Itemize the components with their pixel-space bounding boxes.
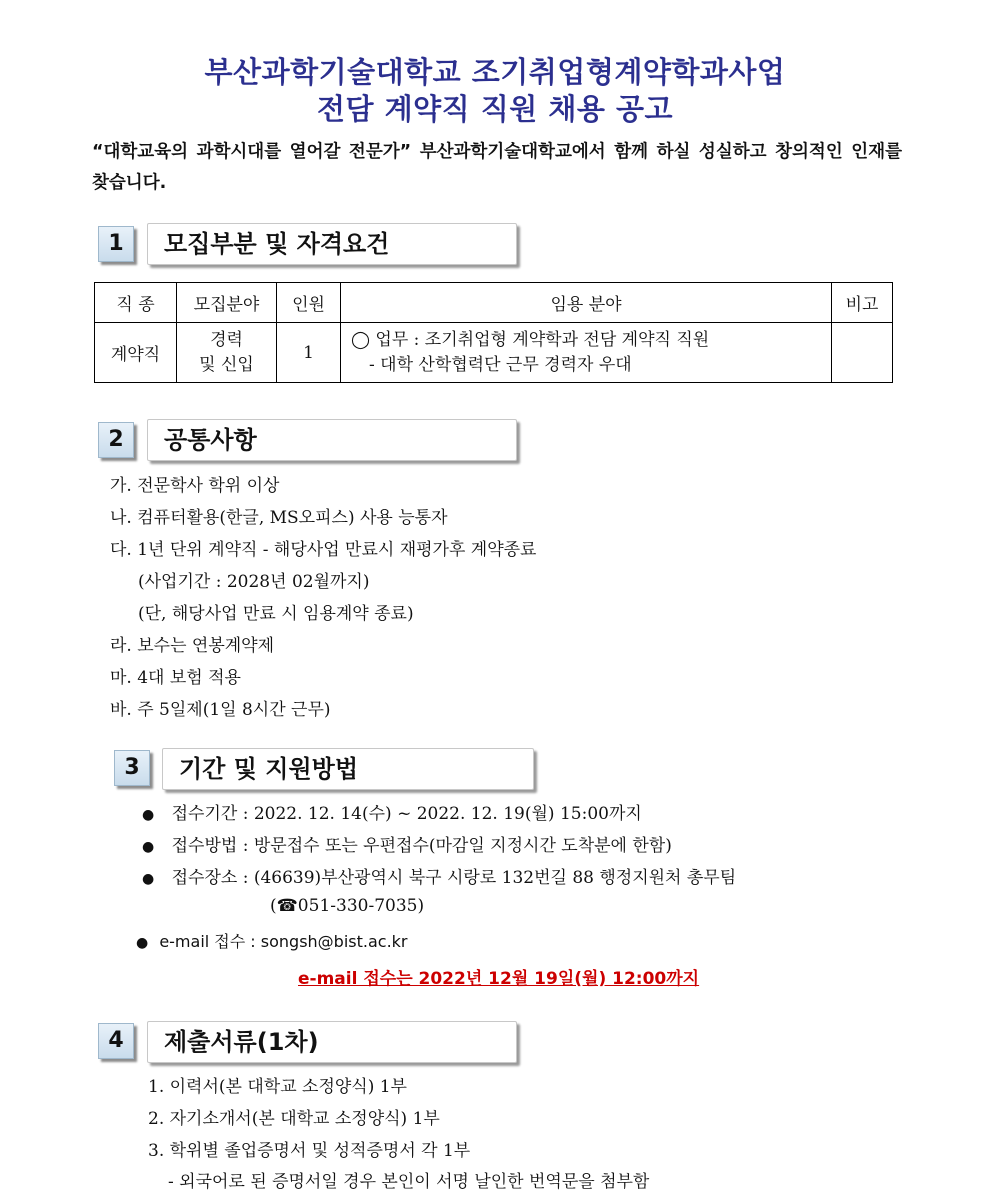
apply-place: 접수장소 : (46639)부산광역시 북구 시랑로 132번길 88 행정지원처 총무팀 <box>171 868 737 888</box>
page-title-line1: 부산과학기술대학교 조기취업형계약학과사업 <box>204 55 786 89</box>
cell-note <box>832 323 893 383</box>
common-item-5: 마. 4대 보험 적용 <box>110 668 241 688</box>
apply-period-row <box>142 799 642 824</box>
bullet-icon: ● <box>142 839 155 855</box>
bullet-icon: ● <box>136 935 149 951</box>
section-3-title: 기간 및 지원방법 <box>179 755 358 783</box>
email-deadline-notice: e-mail 접수는 2022년 12월 19일(월) 12:00까지 <box>298 969 700 989</box>
cell-duty-line2: - 대학 산학협력단 근무 경력자 우대 <box>369 354 632 375</box>
header-job-type: 직 종 <box>95 283 177 323</box>
common-item-4: 라. 보수는 연봉계약제 <box>110 636 275 656</box>
common-item-3-note-2: (단, 해당사업 만료 시 임용계약 종료) <box>138 604 414 624</box>
document-item-1: 1. 이력서(본 대학교 소정양식) 1부 <box>148 1077 407 1097</box>
section-4-number: 4 <box>98 1023 134 1059</box>
header-field: 모집분야 <box>177 283 277 323</box>
section-3-header <box>162 748 534 790</box>
apply-method: 접수방법 : 방문접수 또는 우편접수(마감일 지정시간 도착분에 한함) <box>171 836 672 856</box>
document-item-2: 2. 자기소개서(본 대학교 소정양식) 1부 <box>148 1109 440 1129</box>
apply-period: 접수기간 : 2022. 12. 14(수) ~ 2022. 12. 19(월) 15:00까지 <box>171 804 642 824</box>
cell-field-line2: 및 신입 <box>199 354 254 375</box>
header-count: 인원 <box>277 283 341 323</box>
section-2-header <box>147 419 517 461</box>
document-item-3: 3. 학위별 졸업증명서 및 성적증명서 각 1부 <box>148 1141 471 1161</box>
intro-text: “대학교육의 과학시대를 열어갈 전문가” 부산과학기술대학교에서 함께 하실 성실하고 창의적인 인재를 찾습니다. <box>92 142 902 193</box>
common-item-1: 가. 전문학사 학위 이상 <box>110 476 280 496</box>
cell-field <box>177 323 277 383</box>
apply-place-row <box>142 863 736 888</box>
header-note: 비고 <box>832 283 893 323</box>
section-2-title: 공통사항 <box>164 426 257 454</box>
section-4-header <box>147 1021 517 1063</box>
document-item-3-note: - 외국어로 된 증명서일 경우 본인이 서명 날인한 번역문을 첨부함 <box>168 1172 650 1192</box>
apply-method-row <box>142 831 672 856</box>
common-item-3: 다. 1년 단위 계약직 - 해당사업 만료시 재평가후 계약종료 <box>110 540 537 560</box>
common-item-6: 바. 주 5일제(1일 8시간 근무) <box>110 700 331 720</box>
bullet-icon: ● <box>142 807 155 823</box>
section-1-title: 모집부분 및 자격요건 <box>164 230 390 258</box>
cell-job-type: 계약직 <box>95 323 177 383</box>
page-title-line2: 전담 계약직 직원 채용 공고 <box>316 92 674 126</box>
cell-duty <box>341 323 832 383</box>
cell-duty-line1: ◯ 업무 : 조기취업형 계약학과 전담 계약직 직원 <box>351 329 710 350</box>
apply-phone: (☎051-330-7035) <box>270 896 425 916</box>
section-1-number: 1 <box>98 226 134 262</box>
section-3-number: 3 <box>114 750 150 786</box>
apply-email-row <box>136 929 408 952</box>
cell-count: 1 <box>277 323 341 383</box>
cell-field-line1: 경력 <box>210 329 243 350</box>
section-1-header <box>147 223 517 265</box>
table-header-row <box>95 283 893 323</box>
common-item-2: 나. 컴퓨터활용(한글, MS오피스) 사용 능통자 <box>110 508 448 528</box>
section-2-number: 2 <box>98 422 134 458</box>
bullet-icon: ● <box>142 871 155 887</box>
header-duty: 임용 분야 <box>341 283 832 323</box>
section-4-title: 제출서류(1차) <box>164 1028 319 1056</box>
table-row <box>95 323 893 383</box>
common-item-3-note-1: (사업기간 : 2028년 02월까지) <box>138 572 370 592</box>
apply-email: e-mail 접수 : songsh@bist.ac.kr <box>159 932 408 951</box>
recruit-table <box>94 282 893 383</box>
